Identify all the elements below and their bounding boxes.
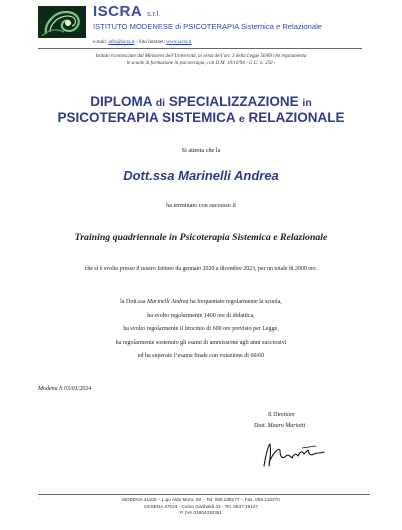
- email-label: e-mail:: [93, 40, 108, 45]
- footer-divider: [38, 494, 370, 495]
- email-link[interactable]: info@iscra.it: [108, 40, 135, 45]
- director-title: Il Direttore: [268, 412, 295, 418]
- footer: [0, 497, 402, 517]
- header-divider: [38, 48, 362, 49]
- footer-line-3: P. IVA 01804330361: [179, 510, 223, 515]
- detail-line-3: ha svolto regolarmente il tirocinio di 600 ore previsto per Legge,: [123, 326, 279, 333]
- recognition-note: [30, 53, 372, 67]
- site-link[interactable]: www.iscra.it: [166, 40, 192, 45]
- recognition-line-2: le scuole di formazione in psicoterapia, con D.M. 10/10/94 - G.U. n. 250 -: [126, 61, 276, 66]
- brand-suffix: s.r.l.: [147, 11, 161, 18]
- detail-line-1: la Dott.ssa Marinelli Andrea ha frequentato regolarmente la scuola,: [120, 299, 282, 305]
- detail-line-2: ha svolto regolarmente 1400 ore di didattica,: [147, 312, 255, 319]
- brand: [93, 3, 160, 21]
- course-period-text: che si è svolto presso il nostro Istituto da gennaio 2020 a dicembre 2023, per un totale di 2000 ore.: [84, 266, 318, 272]
- institute-name: ISTITUTO MODENESE di PSICOTERAPIA Sistemica e Relazionale: [93, 22, 323, 31]
- recipient-name: Dott.ssa Marinelli Andrea: [123, 168, 279, 183]
- diploma-title-line-2: PSICOTERAPIA SISTEMICA e RELAZIONALE: [57, 110, 345, 125]
- detail-line-4: ha regolarmente sostenuto gli esami di ammissione agli anni successivi: [115, 339, 287, 346]
- course-title: Training quadriennale in Psicoterapia Sistemica e Relazionale: [74, 232, 328, 243]
- achievement-list: [0, 296, 402, 364]
- footer-dot: ·: [38, 496, 40, 502]
- footer-line-2: CESENA 47023 - Corso Garibaldi 43 - Tel. 0547 25147: [143, 503, 259, 509]
- iscra-logo-icon: [38, 6, 86, 38]
- place-date: Modena li 03/01/2024: [38, 386, 92, 392]
- completion-text: ha terminato con successo il: [166, 202, 236, 209]
- signature-icon: [258, 440, 330, 468]
- brand-name: ISCRA: [93, 3, 143, 20]
- detail-line-5: ed ha superato l’esame finale con votazione di 60/60: [137, 353, 265, 360]
- recognition-line-1: Istituto riconosciuto dal Ministero dell’Università, ai sensi dell’art. 3 della Legge 56/89 che regolamenta: [95, 54, 307, 59]
- attesta-text: Si attesta che la: [181, 147, 221, 154]
- diploma-title-line-1: DIPLOMA di SPECIALIZZAZIONE in: [90, 94, 312, 109]
- footer-line-1: MODENA 41100 – L.go Aldo Moro, 28 – Tel. 059.238177 – Fax. 059.210370: [122, 497, 280, 502]
- director-name: Dott. Mauro Mariotti: [254, 423, 306, 429]
- contacts: [93, 40, 191, 45]
- site-label: - Sito Internet:: [135, 40, 165, 45]
